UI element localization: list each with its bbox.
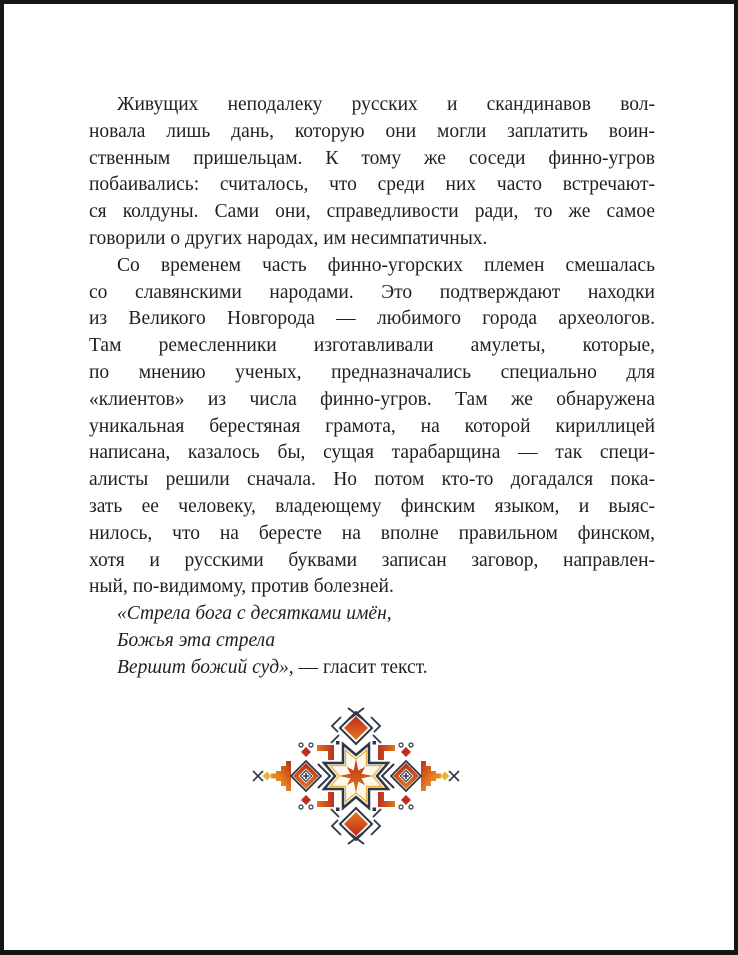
text-line: говорили о других народах, им несимпатичных. xyxy=(89,227,488,249)
text-line: ный, по-видимому, против болезней. xyxy=(89,576,394,598)
folk-ornament xyxy=(246,707,466,845)
text-line: ся колдуны. Сами они, справедливости ради, то же самое xyxy=(89,201,655,223)
verse-paragraph xyxy=(89,601,655,681)
verse-line xyxy=(117,628,655,655)
left-side-motif xyxy=(253,743,321,809)
text-block xyxy=(89,92,655,682)
text-line: алисты решили сначала. Но потом кто-то догадался пока- xyxy=(89,469,655,491)
text-line: Со временем часть финно-угорских племен смешалась xyxy=(117,254,655,276)
bottom-diamond xyxy=(331,808,381,844)
text-line: зать ее человеку, владеющему финским языком, и выяс- xyxy=(89,495,655,517)
verse-roman-segment: — гласит текст. xyxy=(293,656,428,678)
top-diamond xyxy=(331,708,381,744)
text-line: Там ремесленники изготавливали амулеты, которые, xyxy=(89,335,655,357)
text-line: новала лишь дань, которую они могли заплатить воин- xyxy=(89,120,655,142)
text-line: Живущих неподалеку русских и скандинавов вол- xyxy=(117,94,655,115)
verse-line xyxy=(117,655,655,682)
verse-line xyxy=(117,601,655,628)
verse-italic-segment: Вершит божий суд», xyxy=(117,656,294,678)
text-line: написана, казалось бы, сущая тарабарщина — так специ- xyxy=(89,442,655,464)
text-line: побаивались: считалось, что среди них часто встречают- xyxy=(89,174,655,196)
text-line: уникальная берестяная грамота, на которой кириллицей xyxy=(89,415,655,437)
bracket-bottom-left xyxy=(317,792,340,811)
text-line: по мнению ученых, предназначались специально для xyxy=(89,361,655,383)
prose-paragraph xyxy=(89,92,655,253)
bracket-top-left xyxy=(317,741,340,760)
verse-italic-segment: Божья эта стрела xyxy=(117,629,276,651)
verse-italic-segment: «Стрела бога с десятками имён, xyxy=(117,603,392,625)
text-line: со славянскими народами. Это подтверждают находки xyxy=(89,281,655,303)
text-line: нилось, что на бересте на вполне правильном финском, xyxy=(89,522,655,544)
text-line: ственным пришельцам. К тому же соседи финно-угров xyxy=(89,147,655,169)
text-line: «клиентов» из числа финно-угров. Там же обнаружена xyxy=(89,388,655,410)
right-side-motif xyxy=(391,743,459,809)
text-line: из Великого Новгорода — любимого города археологов. xyxy=(89,308,655,330)
bracket-bottom-right xyxy=(373,792,396,811)
bracket-top-right xyxy=(373,741,396,760)
prose-paragraph xyxy=(89,253,655,601)
text-line: хотя и русскими буквами записан заговор, направлен- xyxy=(89,549,655,571)
